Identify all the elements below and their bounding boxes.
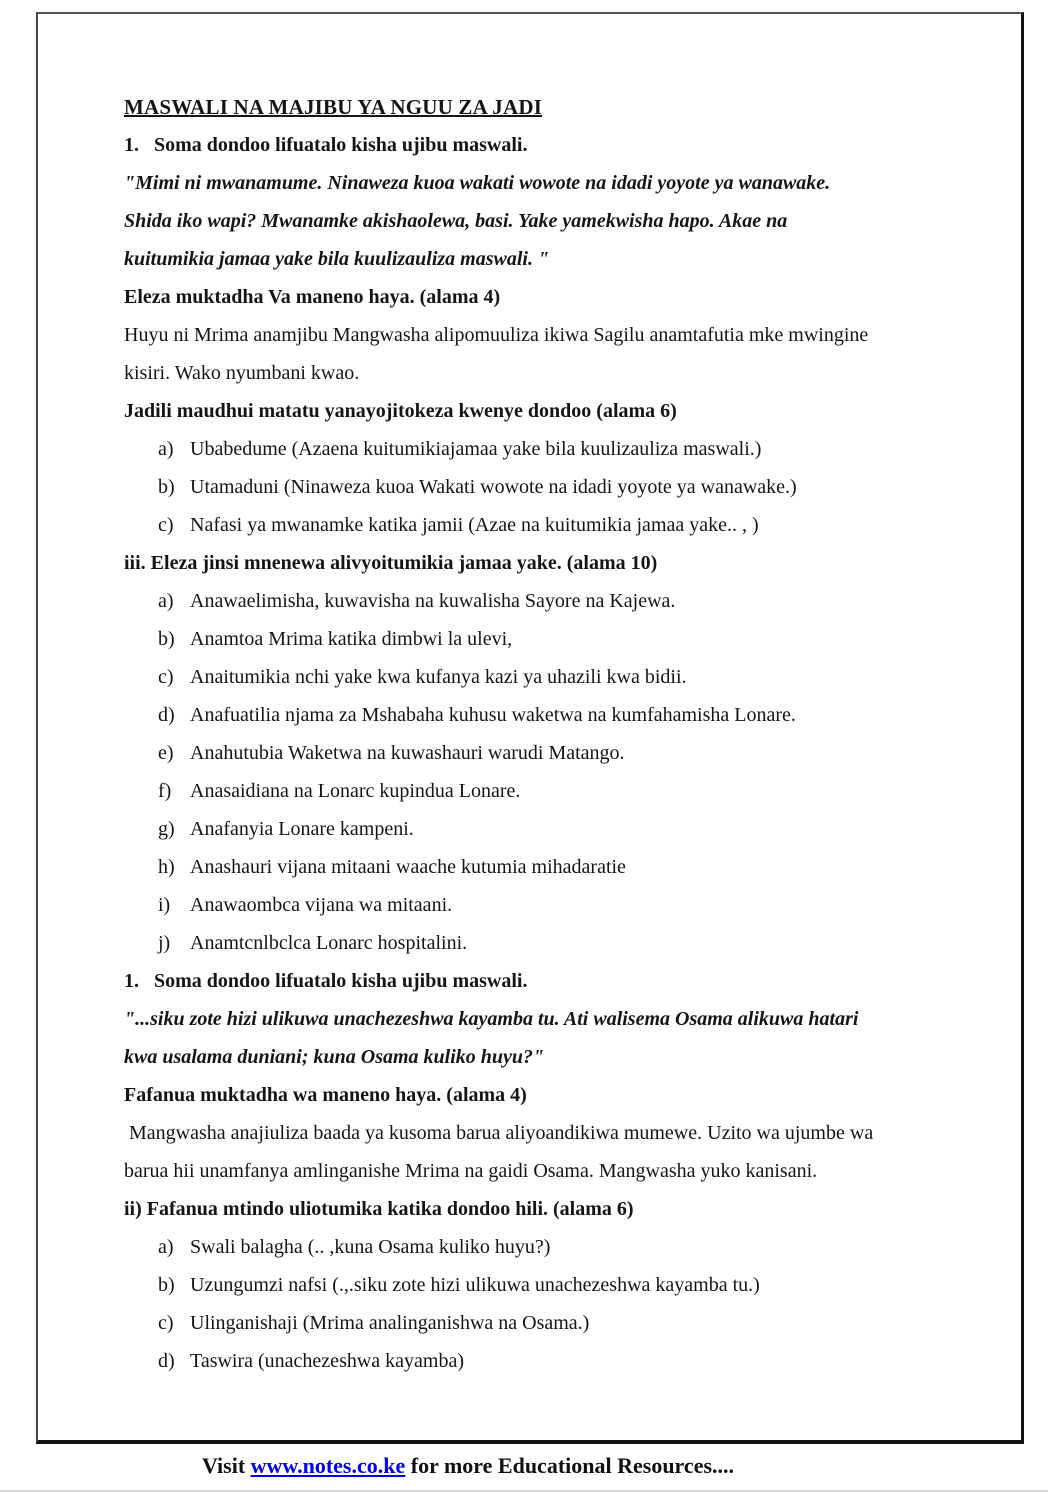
list-item-label: b) — [158, 476, 175, 498]
list-item-text: Anamtcnlbclca Lonarc hospitalini. — [190, 932, 468, 954]
heading-fafanua-mtindo: ii) Fafanua mtindo uliotumika katika dondoo hili. (alama 6) — [124, 1198, 634, 1220]
list-item — [124, 1342, 940, 1380]
list-item — [124, 696, 940, 734]
heading-eleza-jinsi: iii. Eleza jinsi mnenewa alivyoitumikia jamaa yake. (alama 10) — [124, 552, 658, 574]
document-content — [124, 88, 940, 1380]
list-item-label: c) — [158, 1312, 174, 1334]
list-item — [124, 506, 940, 544]
list-item — [124, 620, 940, 658]
list-item-text: Nafasi ya mwanamke katika jamii (Azae na kuitumikia jamaa yake.. , ) — [190, 514, 759, 536]
list-item-label: j) — [158, 932, 171, 954]
answer-paragraph-1-line-2: kisiri. Wako nyumbani kwao. — [124, 362, 360, 384]
question-2-heading-text: Soma dondoo lifuatalo kisha ujibu maswali. — [154, 970, 528, 992]
list-item-text: Taswira (unachezeshwa kayamba) — [190, 1350, 465, 1372]
list-item — [124, 430, 940, 468]
heading-jadili-maudhui: Jadili maudhui matatu yanayojitokeza kwenye dondoo (alama 6) — [124, 400, 677, 422]
quote-1-line-2: Shida iko wapi? Mwanamke akishaolewa, basi. Yake yamekwisha hapo. Akae na — [124, 210, 788, 232]
question-2-number: 1. — [124, 970, 139, 992]
list-item-label: b) — [158, 628, 175, 650]
list-item-label: h) — [158, 856, 175, 878]
list-item-label: g) — [158, 818, 175, 840]
list-item-text: Anawaombca vijana wa mitaani. — [190, 894, 453, 916]
question-1-number: 1. — [124, 134, 139, 156]
list-item-label: e) — [158, 742, 174, 764]
list-item-label: d) — [158, 704, 175, 726]
list-item-label: d) — [158, 1350, 175, 1372]
list-item-text: Anafuatilia njama za Mshabaha kuhusu waketwa na kumfahamisha Lonare. — [190, 704, 796, 726]
list-item-label: a) — [158, 1236, 174, 1258]
document-title: MASWALI NA MAJIBU YA NGUU ZA JADI — [124, 95, 543, 119]
list-item-label: f) — [158, 780, 172, 802]
footer-suffix: for more Educational Resources.... — [405, 1453, 735, 1478]
footer-prefix: Visit — [201, 1453, 251, 1478]
list-item — [124, 1266, 940, 1304]
question-1-heading — [124, 126, 940, 164]
quote-1-line-1: "Mimi ni mwanamume. Ninaweza kuoa wakati wowote na idadi yoyote ya wanawake. — [124, 172, 831, 194]
list-item — [124, 886, 940, 924]
list-item — [124, 1304, 940, 1342]
document-page — [36, 12, 1024, 1444]
list-item-label: i) — [158, 894, 171, 916]
list-item-text: Anawaelimisha, kuwavisha na kuwalisha Sayore na Kajewa. — [190, 590, 676, 612]
list-item-label: b) — [158, 1274, 175, 1296]
list-item-label: c) — [158, 514, 174, 536]
answer-paragraph-2-line-1: Mangwasha anajiuliza baada ya kusoma barua aliyoandikiwa mumewe. Uzito wa ujumbe wa — [124, 1122, 874, 1144]
quote-1-line-3: kuitumikia jamaa yake bila kuulizauliza maswali. " — [124, 248, 550, 270]
quote-2-line-2: kwa usalama duniani; kuna Osama kuliko huyu?" — [124, 1046, 545, 1068]
footer-link[interactable]: www.notes.co.ke — [250, 1453, 406, 1478]
list-item-text: Anashauri vijana mitaani waache kutumia mihadaratie — [190, 856, 626, 878]
footer — [0, 1449, 992, 1483]
list-item-text: Ulinganishaji (Mrima analinganishwa na Osama.) — [190, 1312, 590, 1334]
heading-fafanua-muktadha: Fafanua muktadha wa maneno haya. (alama 4) — [124, 1084, 527, 1106]
list-item — [124, 582, 940, 620]
question-1-heading-text: Soma dondoo lifuatalo kisha ujibu maswali. — [154, 134, 528, 156]
list-item — [124, 658, 940, 696]
answer-paragraph-1-line-1: Huyu ni Mrima anamjibu Mangwasha alipomuuliza ikiwa Sagilu anamtafutia mke mwingine — [124, 324, 869, 346]
answer-paragraph-2-line-2: barua hii unamfanya amlinganishe Mrima na gaidi Osama. Mangwasha yuko kanisani. — [124, 1160, 818, 1182]
list-item-text: Anasaidiana na Lonarc kupindua Lonare. — [190, 780, 521, 802]
list-item — [124, 810, 940, 848]
list-item-text: Anahutubia Waketwa na kuwashauri warudi Matango. — [190, 742, 625, 764]
list-item-text: Anamtoa Mrima katika dimbwi la ulevi, — [190, 628, 513, 650]
list-item — [124, 468, 940, 506]
list-item-text: Utamaduni (Ninaweza kuoa Wakati wowote na idadi yoyote ya wanawake.) — [190, 476, 797, 498]
list-item-label: a) — [158, 438, 174, 460]
list-item — [124, 924, 940, 962]
list-item — [124, 734, 940, 772]
list-item-label: c) — [158, 666, 174, 688]
list-item — [124, 772, 940, 810]
list-item — [124, 1228, 940, 1266]
quote-2-line-1: "...siku zote hizi ulikuwa unachezeshwa kayamba tu. Ati walisema Osama alikuwa hatari — [124, 1008, 859, 1030]
list-item-text: Ubabedume (Azaena kuitumikiajamaa yake bila kuulizauliza maswali.) — [190, 438, 762, 460]
question-2-heading — [124, 962, 940, 1000]
list-item-text: Uzungumzi nafsi (.,.siku zote hizi ulikuwa unachezeshwa kayamba tu.) — [190, 1274, 760, 1296]
list-item-label: a) — [158, 590, 174, 612]
heading-eleza-muktadha: Eleza muktadha Va maneno haya. (alama 4) — [124, 286, 501, 308]
list-item-text: Anaitumikia nchi yake kwa kufanya kazi ya uhazili kwa bidii. — [190, 666, 687, 688]
list-item-text: Swali balagha (.. ,kuna Osama kuliko huyu?) — [190, 1236, 551, 1258]
list-item — [124, 848, 940, 886]
list-item-text: Anafanyia Lonare kampeni. — [190, 818, 414, 840]
